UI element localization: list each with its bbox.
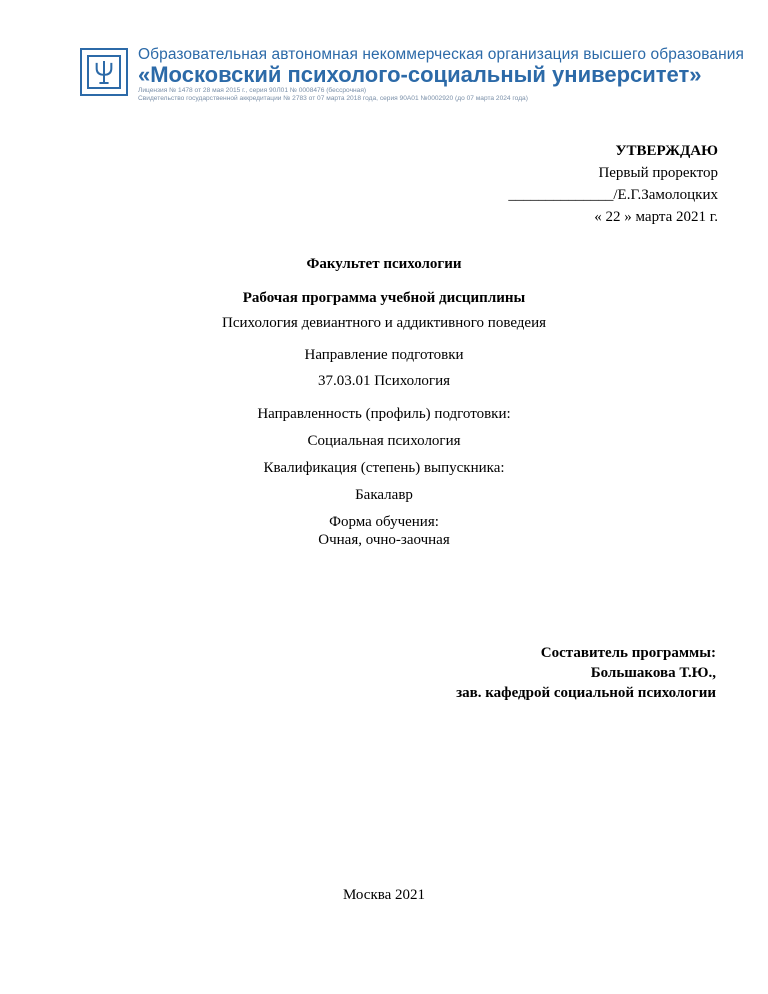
approval-block <box>508 140 718 228</box>
compiler-label: Составитель программы: <box>540 645 716 661</box>
compiler-name: Большакова Т.Ю., <box>590 665 716 681</box>
faculty-name: Факультет психологии <box>306 256 462 272</box>
city-year: Москва 2021 <box>342 887 426 903</box>
university-name: «Московский психолого-социальный университет» <box>138 62 702 87</box>
university-header <box>80 42 745 112</box>
study-form-value: Очная, очно-заочная <box>318 532 450 548</box>
direction-label: Направление подготовки <box>304 347 464 363</box>
compiler-position: зав. кафедрой социальной психологии <box>456 685 716 701</box>
approver-position: Первый проректор <box>598 165 718 181</box>
compiler-block <box>456 643 716 703</box>
discipline-name: Психология девиантного и аддиктивного поведеия <box>222 315 546 331</box>
profile-value: Социальная психология <box>307 433 461 449</box>
program-title: Рабочая программа учебной дисциплины <box>242 290 526 306</box>
approver-signature: ______________/Е.Г.Замолоцких <box>508 187 718 203</box>
approval-date: « 22 » марта 2021 г. <box>594 209 718 225</box>
direction-value: 37.03.01 Психология <box>317 373 451 389</box>
qualification-label: Квалификация (степень) выпускника: <box>263 460 505 476</box>
qualification-value: Бакалавр <box>355 487 413 503</box>
accreditation-line: Свидетельство государственной аккредитации № 2783 от 07 марта 2018 года, серия 90А01 №0002920 (до 07 марта 2024 года) <box>138 95 528 102</box>
org-type-line: Образовательная автономная некоммерческая организация высшего образования <box>138 46 745 63</box>
approval-title: УТВЕРЖДАЮ <box>615 143 718 159</box>
profile-label: Направленность (профиль) подготовки: <box>257 406 511 422</box>
license-line: Лицензия № 1478 от 28 мая 2015 г., серия 90Л01 № 0008476 (бессрочная) <box>138 87 367 94</box>
study-form-label: Форма обучения: <box>329 514 439 530</box>
psi-logo-icon <box>80 48 128 96</box>
